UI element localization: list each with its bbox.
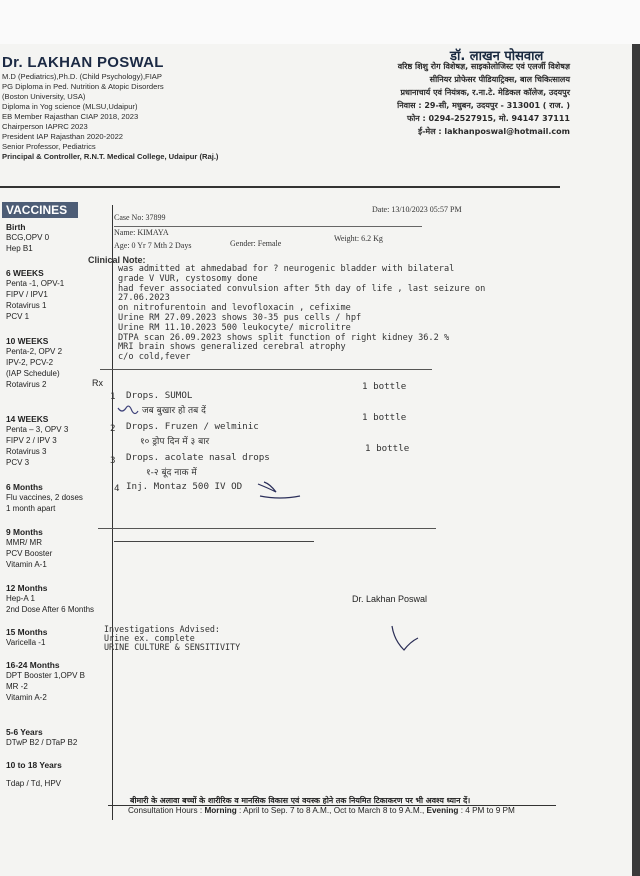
hours-label: Consultation Hours : — [128, 806, 203, 815]
clinical-note-body — [118, 265, 485, 363]
patient-gender: Gender: Female — [230, 239, 282, 248]
vaccine-group-title: 6 WEEKS — [6, 268, 44, 278]
vaccine-item: 2nd Dose After 6 Months — [6, 605, 95, 614]
investigation-item: Urine ex. complete — [104, 632, 195, 643]
vaccine-item: Rotavirus 1 — [6, 301, 47, 310]
morning-hours: : April to Sep. 7 to 8 A.M., Oct to March 8 to 9 A.M., — [239, 806, 425, 815]
clinical-note-line: grade V VUR, cystosomy done — [118, 273, 258, 284]
investigations-section — [104, 625, 240, 651]
vaccine-group-15-months — [6, 627, 116, 648]
hindi-line: सीनियर प्रोफेसर पीडियाट्रिक्स, बाल चिकित्सालय — [429, 75, 570, 84]
rx-divider — [100, 369, 432, 370]
clinical-note-line: Urine RM 11.10.2023 500 leukocyte/ microlitre — [118, 322, 351, 333]
footer-note-hindi: बीमारी के अलावा बच्चों के शारीरिक व मानसिक विकास एवं वयस्क होने तक नियमित टिकाकरण पर भी अवश्य ध्यान दें। — [130, 796, 471, 805]
top-band — [0, 0, 640, 44]
vaccine-item: Hep B1 — [6, 244, 33, 253]
doctor-name-hindi: डॉ. लाखन पोसवाल — [450, 49, 544, 64]
qualification-line: EB Member Rajasthan CIAP 2018, 2023 — [2, 112, 139, 121]
case-underline — [114, 226, 422, 227]
clinical-note-line: 27.06.2023 — [118, 293, 170, 304]
hindi-line: प्रधानाचार्य एवं नियंत्रक, र.ना.टे. मेडिकल कॉलेज, उदयपुर — [400, 88, 570, 97]
hindi-line: वरिष्ठ शिशु रोग विशेषज्ञ, साइकोलोजिस्ट एवं एलर्जी विशेषज्ञ — [397, 62, 570, 71]
rx-bottom-divider — [98, 528, 436, 529]
medicine-number: 3 — [110, 455, 116, 466]
patient-name: Name: KIMAYA — [114, 228, 169, 237]
hindi-line: ई-मेल : lakhanposwal@hotmail.com — [418, 127, 570, 136]
vaccine-group-title: 12 Months — [6, 583, 48, 593]
vaccine-item: Penta-2, OPV 2 — [6, 347, 63, 356]
medicine-number: 1 — [110, 391, 116, 402]
vaccine-group-10-18-years — [6, 760, 116, 789]
vaccine-group-title: 9 Months — [6, 527, 43, 537]
patient-age: Age: 0 Yr 7 Mth 2 Days — [114, 241, 192, 250]
vaccine-item: Rotavirus 2 — [6, 380, 47, 389]
vaccine-item: PCV 3 — [6, 458, 30, 467]
medicine-name: Inj. Montaz 500 IV OD — [126, 481, 243, 492]
vaccines-heading: VACCINES — [2, 202, 78, 218]
vaccine-item: MR -2 — [6, 682, 28, 691]
principal-line: Principal & Controller, R.N.T. Medical College, Udaipur (Raj.) — [2, 152, 219, 161]
vaccine-group-title: 14 WEEKS — [6, 414, 49, 424]
vaccine-group-title: 16-24 Months — [6, 660, 60, 670]
vaccine-group-birth — [6, 222, 116, 254]
vaccine-item: Penta -1, OPV-1 — [6, 279, 65, 288]
medicine-instruction: १-२ बूंद नाक में — [146, 468, 197, 478]
vaccine-group-title: 6 Months — [6, 482, 43, 492]
medicine-quantity: 1 bottle — [362, 381, 407, 392]
vaccine-item: BCG,OPV 0 — [6, 233, 50, 242]
column-divider — [112, 205, 113, 820]
signature-mark — [386, 622, 426, 658]
consultation-hours — [128, 806, 515, 815]
medicine-number: 2 — [110, 423, 116, 434]
signature-name: Dr. Lakhan Poswal — [352, 594, 428, 604]
doctor-details-hindi — [397, 60, 570, 138]
vaccine-group-9-months — [6, 527, 116, 570]
patient-weight: Weight: 6.2 Kg — [334, 234, 383, 243]
vaccine-item: MMR/ MR — [6, 538, 42, 547]
clinical-note-line: Urine RM 27.09.2023 shows 30-35 pus cells / hpf — [118, 312, 362, 323]
case-number: Case No: 37899 — [114, 213, 166, 222]
medicine-number: 4 — [114, 483, 120, 494]
vaccine-group-title: 15 Months — [6, 627, 48, 637]
vaccine-group-16-24-months — [6, 660, 116, 703]
vaccine-item: Hep-A 1 — [6, 594, 35, 603]
clinical-note-title: Clinical Note: — [88, 255, 146, 265]
handwriting-marks — [110, 398, 320, 508]
rx-label: Rx — [92, 378, 103, 388]
vaccine-item: Tdap / Td, HPV — [6, 779, 61, 788]
vaccine-group-5-6-years — [6, 727, 116, 748]
evening-hours: : 4 PM to 9 PM — [460, 806, 515, 815]
clinical-note-line: DTPA scan 26.09.2023 shows split function of right kidney 36.2 % — [118, 332, 450, 343]
vaccine-item: Penta – 3, OPV 3 — [6, 425, 69, 434]
vaccine-item: 1 month apart — [6, 504, 56, 513]
vaccine-group-title: 5-6 Years — [6, 727, 43, 737]
qualification-line: President IAP Rajasthan 2020-2022 — [2, 132, 124, 141]
medicine-instruction: जब बुखार हो तब दें — [142, 406, 206, 416]
qualification-line: M.D (Pediatrics),Ph.D. (Child Psychology),FIAP — [2, 72, 162, 81]
investigation-item: URINE CULTURE & SENSITIVITY — [104, 641, 241, 652]
vaccine-item: DPT Booster 1,OPV B — [6, 671, 85, 680]
clinical-note-line: had fever associated convulsion after 5th day of life , last seizure on — [118, 283, 486, 294]
vaccine-group-title: Birth — [6, 222, 26, 232]
qualification-line: Chairperson IAPRC 2023 — [2, 122, 88, 131]
vaccine-item: Varicella -1 — [6, 638, 46, 647]
qualification-line: Diploma in Yog science (MLSU,Udaipur) — [2, 102, 138, 111]
medicine-quantity: 1 bottle — [365, 443, 410, 454]
hindi-line: निवास : 29-सी, मधुबन, उदयपुर - 313001 ( राज. ) — [397, 101, 570, 110]
vaccine-item: FIPV 2 / IPV 3 — [6, 436, 57, 445]
vaccine-item: DTwP B2 / DTaP B2 — [6, 738, 78, 747]
doctor-qualifications — [2, 72, 218, 162]
morning-label: Morning — [204, 806, 237, 815]
vaccine-group-14-weeks — [6, 414, 116, 468]
investigations-title: Investigations Advised: — [104, 624, 220, 634]
medicine-name: Drops. acolate nasal drops — [126, 452, 270, 463]
vaccine-item: (IAP Schedule) — [6, 369, 60, 378]
hindi-line: फोन : 0294-2527915, मो. 94147 37111 — [407, 114, 570, 123]
vaccine-group-12-months — [6, 583, 116, 615]
vaccine-item: Vitamin A-2 — [6, 693, 47, 702]
doctor-name: Dr. LAKHAN POSWAL — [2, 54, 164, 71]
vaccine-group-title: 10 WEEKS — [6, 336, 49, 346]
vaccine-item: PCV 1 — [6, 312, 30, 321]
vaccine-group-title: 10 to 18 Years — [6, 760, 62, 770]
vaccine-group-6-weeks — [6, 268, 116, 322]
vaccine-item: Rotavirus 3 — [6, 447, 47, 456]
vaccine-group-6-months — [6, 482, 116, 514]
vaccine-item: Vitamin A-1 — [6, 560, 47, 569]
clinical-note-line: was admitted at ahmedabad for ? neurogenic bladder with bilateral — [118, 264, 455, 274]
clinical-note-line: c/o cold,fever — [118, 352, 191, 363]
clinical-note-line: MRI brain shows generalized cerebral atrophy — [118, 342, 346, 353]
vaccine-item: FIPV / IPV1 — [6, 290, 48, 299]
vaccine-item: Flu vaccines, 2 doses — [6, 493, 83, 502]
visit-date: Date: 13/10/2023 05:57 PM — [372, 205, 462, 214]
clinical-note-line: on nitrofurentoin and levofloxacin , cefixime — [118, 303, 351, 314]
vaccine-item: PCV Booster — [6, 549, 53, 558]
medicine-instruction: १० ड्रोप दिन में ३ बार — [140, 437, 210, 447]
qualification-line: PG Diploma in Ped. Nutrition & Atopic Disorders — [2, 82, 164, 91]
rx-bottom-divider-2 — [114, 541, 314, 542]
header-divider — [0, 186, 560, 188]
vaccine-item: IPV-2, PCV-2 — [6, 358, 54, 367]
medicine-quantity: 1 bottle — [362, 412, 407, 423]
medicine-name: Drops. Fruzen / welminic — [126, 421, 259, 432]
evening-label: Evening — [426, 806, 459, 815]
qualification-line: Senior Professor, Pediatrics — [2, 142, 96, 151]
qualification-line: (Boston University, USA) — [2, 92, 86, 101]
medicine-name: Drops. SUMOL — [126, 390, 193, 401]
